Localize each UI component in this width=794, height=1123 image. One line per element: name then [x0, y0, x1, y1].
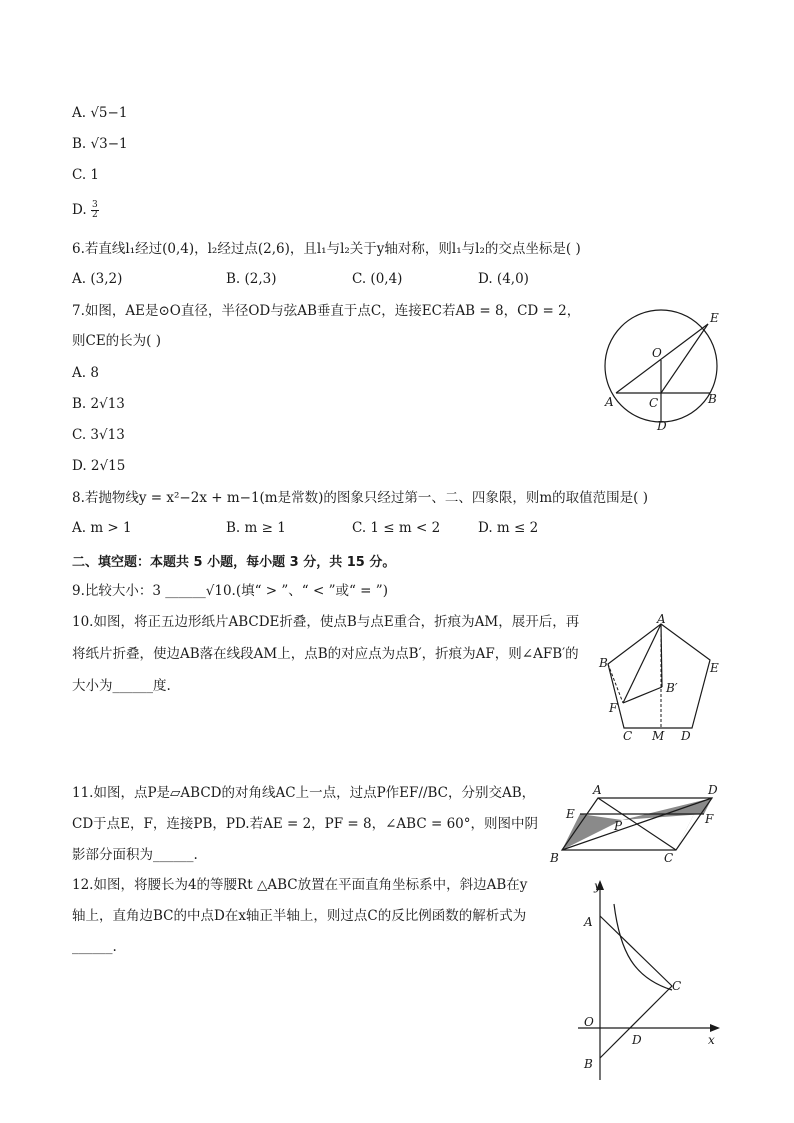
q7-label-c: C — [649, 396, 659, 410]
q6-option-a: A. (3,2) — [72, 271, 123, 287]
q7-option-a: A. 8 — [72, 365, 99, 381]
q12-label-y: y — [594, 879, 601, 893]
q7-option-b: B. 2√13 — [72, 396, 125, 412]
q7-option-d: D. 2√15 — [72, 458, 126, 474]
q10-label-e: E — [710, 661, 719, 675]
q11-stem-line1: 11.如图，点P是▱ABCD的对角线AC上一点，过点P作EF//BC，分别交AB， — [72, 785, 536, 801]
q7-stem-line1: 7.如图，AE是⊙O直径，半径OD与弦AB垂直于点C，连接EC若AB = 8，CD = 2， — [72, 303, 581, 319]
q5-option-d-denominator: 2 — [91, 210, 98, 220]
q7-label-o: O — [652, 346, 662, 360]
q11-parallelogram-figure — [544, 780, 730, 866]
q11-label-e: E — [566, 807, 575, 821]
q11-stem-line3: 影部分面积为______. — [72, 847, 198, 863]
q11-label-f: F — [705, 812, 714, 826]
q10-label-a: A — [657, 612, 666, 626]
q8-option-b: B. m ≥ 1 — [226, 520, 286, 536]
q8-option-c: C. 1 ≤ m < 2 — [352, 520, 441, 536]
q10-pentagon-figure — [590, 612, 730, 748]
q5-option-d-label: D. — [72, 202, 87, 218]
q9-stem: 9.比较大小：3 ______√10.(填“ > ”、“ < ”或“ = ”) — [72, 583, 388, 599]
q7-label-d: D — [657, 419, 667, 433]
q12-label-x: x — [708, 1033, 715, 1047]
q11-label-p: P — [614, 819, 623, 833]
q12-segment-bc — [600, 986, 672, 1058]
q11-stem-line2: CD于点E，F，连接PB，PD.若AE = 2，PF = 8，∠ABC = 60°，则图中阴 — [72, 816, 539, 832]
q10-segment-fb-prime — [623, 687, 662, 703]
q12-x-arrow — [710, 1024, 720, 1032]
q10-dashed-bf — [608, 664, 623, 703]
q12-label-o: O — [584, 1015, 594, 1029]
q7-stem-line2: 则CE的长为( ) — [72, 333, 162, 349]
q5-option-d-fraction — [91, 201, 99, 220]
q10-pentagon — [608, 624, 710, 728]
q10-segment-ab-prime — [661, 624, 662, 687]
q10-label-c: C — [623, 729, 633, 743]
q11-label-b: B — [550, 851, 559, 865]
q6-option-d: D. (4,0) — [478, 271, 529, 287]
q6-stem: 6.若直线l₁经过(0,4)，l₂经过点(2,6)，且l₁与l₂关于y轴对称，则l₁与l₂的交点坐标是( ) — [72, 241, 581, 257]
q12-label-b: B — [584, 1057, 593, 1071]
q12-stem-line3: ______. — [72, 939, 117, 955]
q12-coordinate-figure — [568, 874, 728, 1094]
q5-option-d — [72, 201, 99, 220]
q10-label-f: F — [609, 701, 618, 715]
q7-segment-ec — [661, 324, 708, 393]
q10-stem-line2: 将纸片折叠，使边AB落在线段AM上，点B的对应点为点B′，折痕为AF，则∠AFB′的 — [72, 646, 579, 662]
q10-stem-line1: 10.如图，将正五边形纸片ABCDE折叠，使点B与点E重合，折痕为AM，展开后，再 — [72, 614, 580, 630]
q7-diameter-ae — [616, 324, 708, 393]
q12-segment-ac — [600, 916, 672, 986]
q10-label-b: B — [599, 656, 608, 670]
q8-stem: 8.若抛物线y = x²−2x + m−1(m是常数)的图象只经过第一、二、四象限，则m的取值范围是( ) — [72, 490, 648, 506]
q11-label-a: A — [593, 783, 602, 797]
q10-crease-af — [623, 624, 661, 703]
q8-option-a: A. m > 1 — [72, 520, 132, 536]
q5-option-a: A. √5−1 — [72, 105, 128, 121]
q11-label-d: D — [708, 783, 718, 797]
q10-label-b-prime: B′ — [666, 681, 678, 695]
q5-option-d-numerator: 3 — [91, 200, 98, 210]
q7-label-b: B — [708, 392, 717, 406]
q7-label-e: E — [710, 311, 719, 325]
q6-option-c: C. (0,4) — [352, 271, 403, 287]
q12-label-a: A — [584, 915, 593, 929]
q12-stem-line2: 轴上，直角边BC的中点D在x轴正半轴上，则过点C的反比例函数的解析式为 — [72, 908, 527, 924]
q12-label-c: C — [672, 979, 682, 993]
q11-label-c: C — [664, 851, 674, 865]
q7-option-c: C. 3√13 — [72, 427, 125, 443]
q10-stem-line3: 大小为______度. — [72, 678, 171, 694]
q12-label-d: D — [632, 1033, 642, 1047]
section-2-title: 二、填空题：本题共 5 小题，每小题 3 分，共 15 分。 — [72, 555, 396, 570]
q10-label-m: M — [652, 729, 665, 743]
q8-option-d: D. m ≤ 2 — [478, 520, 539, 536]
q7-label-a: A — [605, 395, 614, 409]
q5-option-b: B. √3−1 — [72, 136, 128, 152]
q10-label-d: D — [681, 729, 691, 743]
q7-circle-figure — [596, 306, 736, 436]
q6-option-b: B. (2,3) — [226, 271, 277, 287]
q12-stem-line1: 12.如图，将腰长为4的等腰Rt △ABC放置在平面直角坐标系中，斜边AB在y — [72, 877, 528, 893]
q5-option-c: C. 1 — [72, 167, 100, 183]
